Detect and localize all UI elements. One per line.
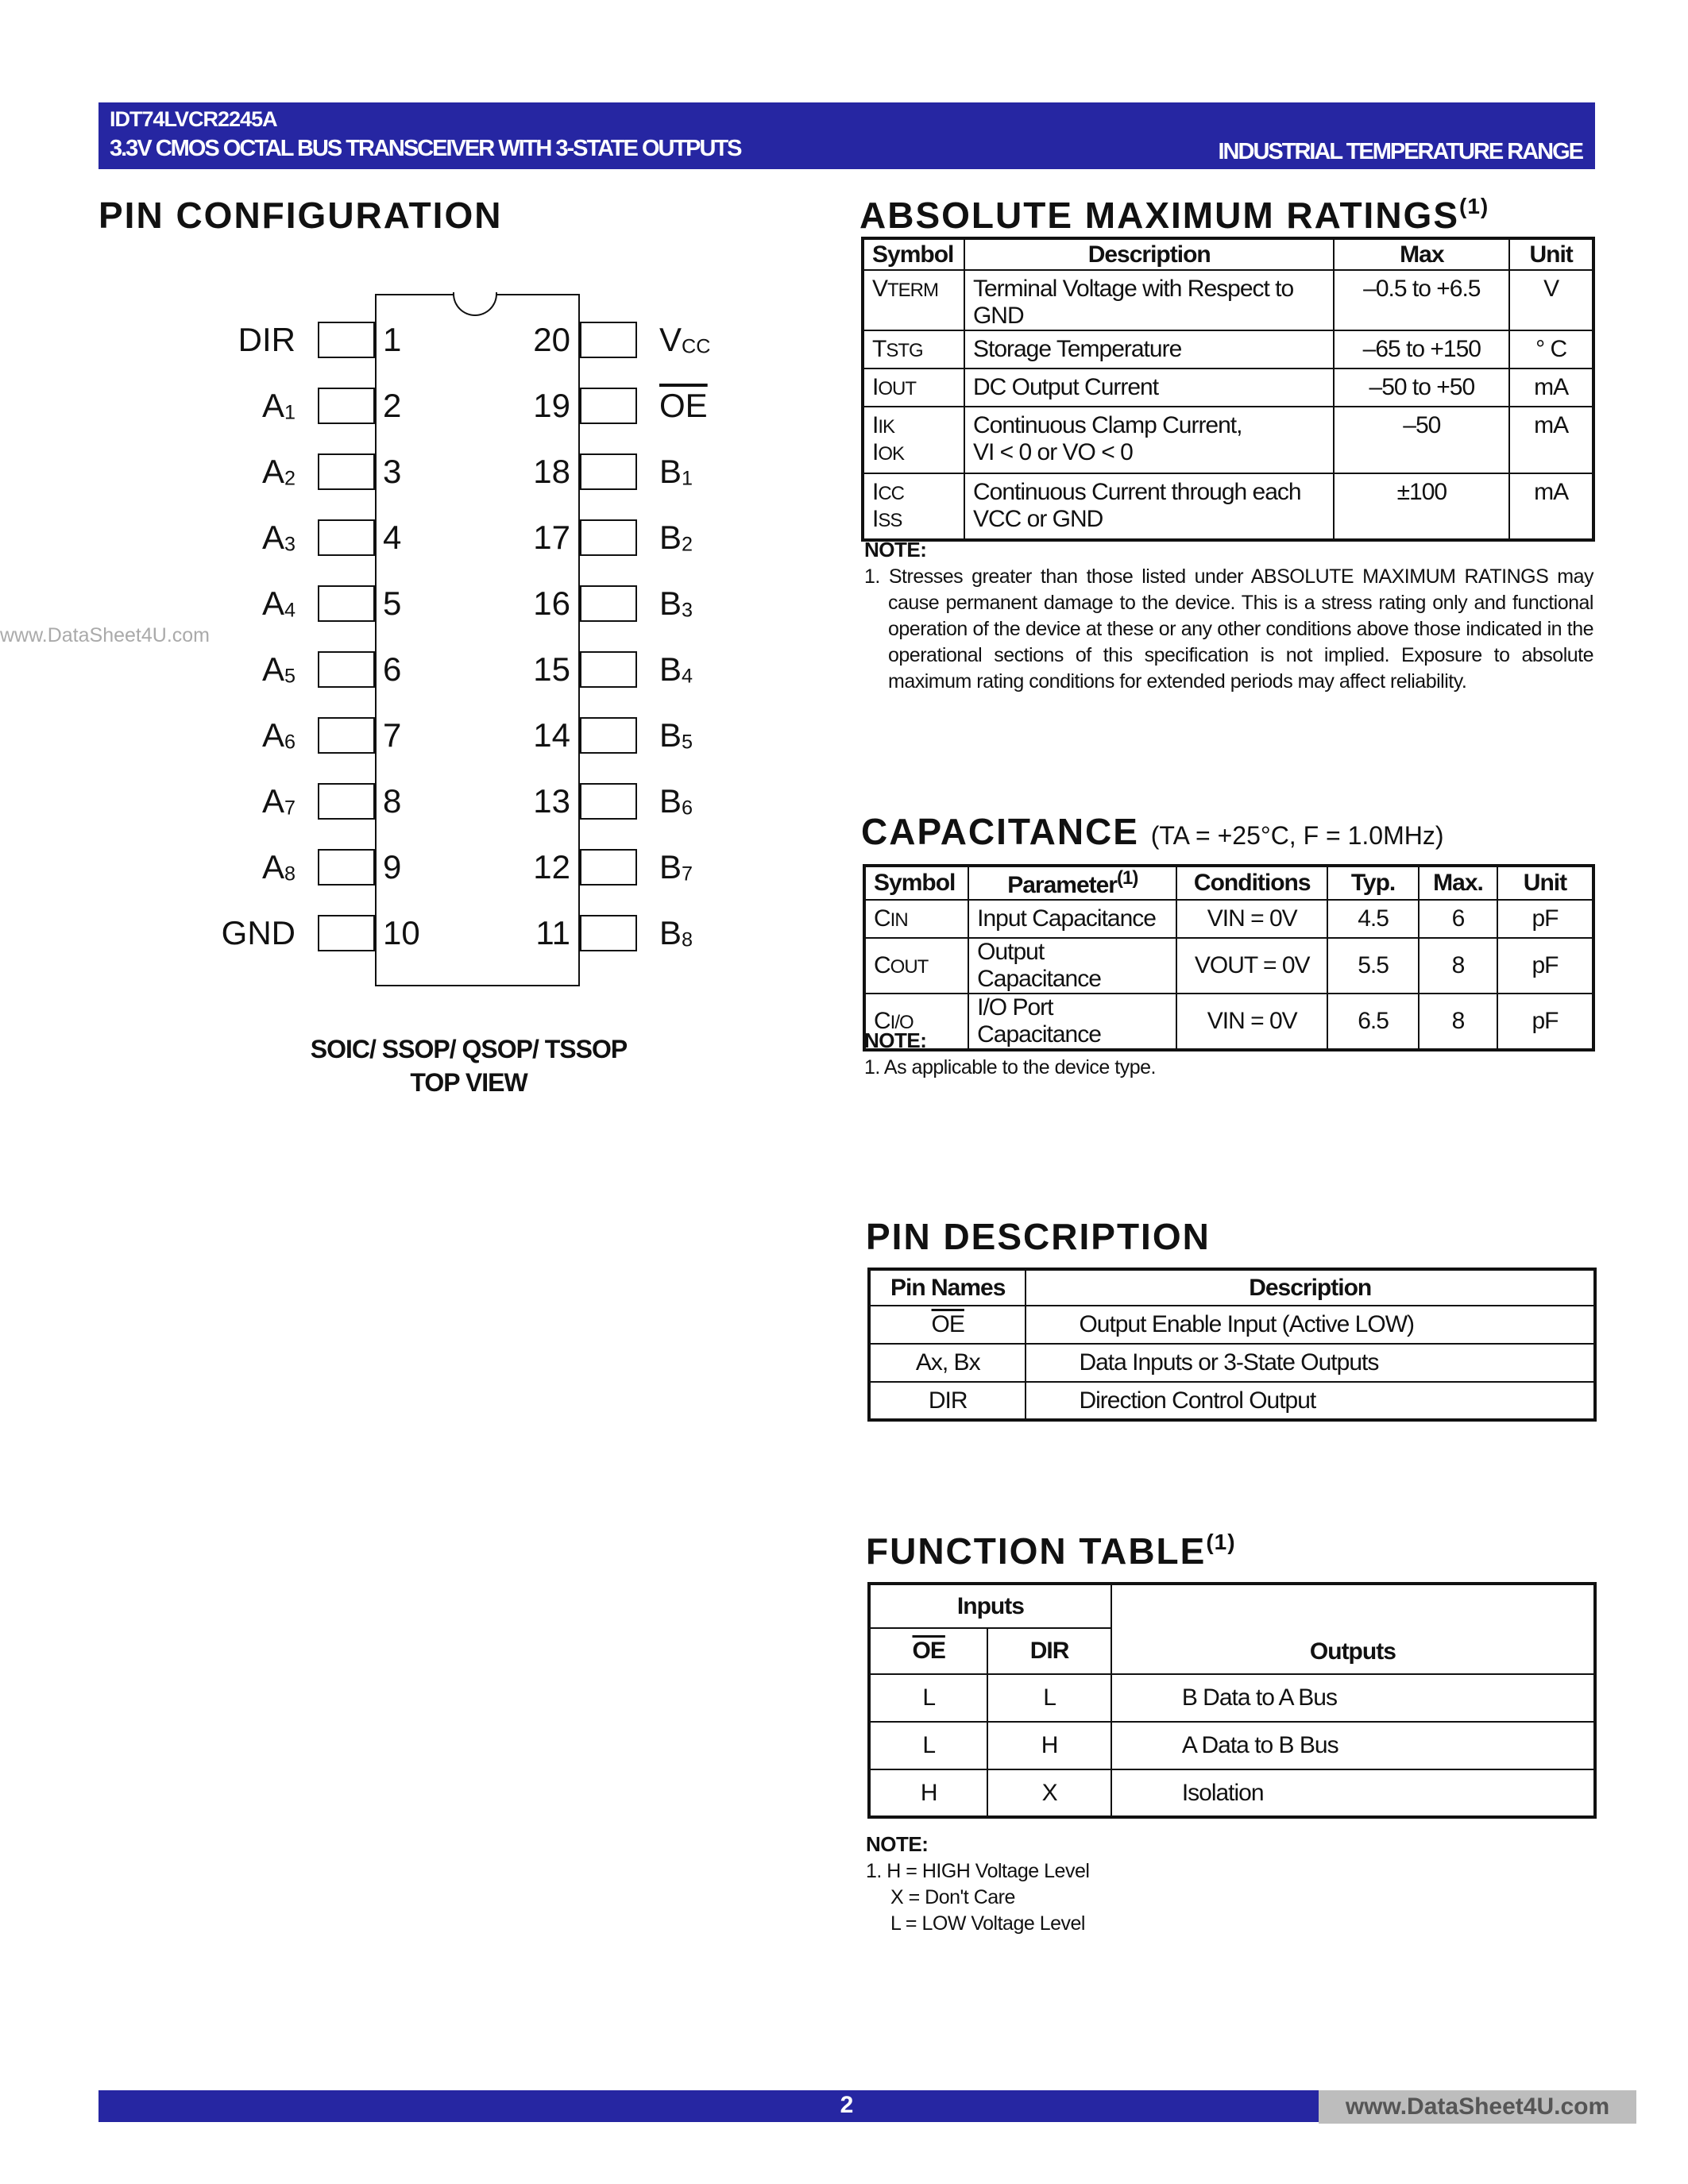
description-cell — [964, 270, 1334, 330]
description-line: VI < 0 or VO < 0 — [972, 439, 1133, 465]
conditions-cell: VIN = 0V — [1176, 994, 1327, 1050]
pin-signal-sub: 7 — [284, 797, 295, 820]
pin-name-cell — [869, 1344, 1026, 1382]
symbol-line — [872, 479, 956, 506]
pin-signal: A — [261, 782, 284, 820]
table-row — [864, 900, 1593, 938]
watermark-left: www.DataSheet4U.com — [0, 624, 211, 646]
pin-name: $\overline{OE}$ — [931, 1311, 964, 1337]
pin-signal-sub: 3 — [284, 533, 295, 556]
description-cell — [964, 330, 1334, 369]
col-oe — [869, 1628, 987, 1674]
pin-signal-sub: 5 — [682, 731, 693, 754]
symbol-sub: CC — [878, 483, 905, 504]
note-line-3: L = LOW Voltage Level — [890, 1912, 1085, 1935]
symbol-text: I — [872, 412, 879, 438]
pin-lead-right — [580, 915, 637, 951]
symbol-sub: STG — [886, 340, 923, 361]
max-cell: 8 — [1419, 994, 1497, 1050]
pin-label — [262, 519, 295, 563]
pin-signal: B — [659, 716, 682, 754]
pin-label — [659, 322, 710, 365]
function-table-rows — [869, 1674, 1595, 1817]
dir-cell: L — [987, 1674, 1111, 1722]
symbol-sub: OK — [878, 443, 905, 465]
description-cell — [964, 407, 1334, 473]
symbol-sub: IK — [878, 416, 895, 438]
abs-max-note — [864, 537, 1593, 695]
pin-lead-left — [318, 322, 375, 358]
part-number: IDT74LVCR2245A — [110, 107, 277, 131]
package-types: SOIC/ SSOP/ QSOP/ TSSOP — [310, 1035, 628, 1063]
pin-signal: B — [659, 650, 682, 688]
typ-cell: 6.5 — [1327, 994, 1419, 1050]
description-line: Storage Temperature — [972, 336, 1182, 362]
symbol-text: I — [872, 374, 879, 400]
symbol-sub: I/O — [890, 1012, 914, 1033]
pin-label — [659, 651, 693, 695]
col-oe-text: $\overline{OE}$ — [912, 1638, 945, 1664]
table-row — [864, 938, 1593, 994]
pin-number: 17 — [533, 519, 570, 556]
col-dir: DIR — [987, 1628, 1111, 1674]
table-row — [863, 473, 1593, 540]
col-conditions: Conditions — [1176, 866, 1327, 900]
pin-signal: DIR — [238, 321, 295, 358]
unit-cell: mA — [1509, 369, 1593, 407]
pin-lead-left — [318, 783, 375, 820]
dir-cell: H — [987, 1722, 1111, 1769]
pin-number: 18 — [533, 453, 570, 490]
pin-lead-right — [580, 585, 637, 622]
table-row — [863, 407, 1593, 473]
max-cell: –0.5 to +6.5 — [1334, 270, 1509, 330]
pin-lead-left — [318, 453, 375, 490]
symbol-text: T — [872, 336, 886, 362]
pin-lead-right — [580, 453, 637, 490]
pin-description-table — [867, 1268, 1597, 1422]
description-cell — [964, 473, 1334, 540]
parameter-cell: I/O Port Capacitance — [968, 994, 1176, 1050]
pin-signal: B — [659, 453, 682, 490]
pin-signal-sub: 2 — [284, 467, 295, 490]
pin-label — [659, 453, 693, 497]
pin-signal: A — [261, 848, 284, 886]
table-row — [869, 1722, 1595, 1769]
max-cell: ±100 — [1334, 473, 1509, 540]
function-table-title — [866, 1530, 1236, 1572]
col-max: Max. — [1419, 866, 1497, 900]
capacitance-note — [864, 1028, 1593, 1081]
oe-cell: L — [869, 1674, 987, 1722]
pin-number: 1 — [383, 321, 402, 358]
pin-label — [659, 717, 693, 761]
pin-label — [262, 717, 295, 761]
symbol-cell — [863, 473, 964, 540]
pin-number: 9 — [383, 848, 402, 886]
pin-signal-sub: 4 — [682, 665, 693, 688]
capacitance-conditions: (TA = +25°C, F = 1.0MHz) — [1150, 821, 1444, 850]
max-cell: –50 — [1334, 407, 1509, 473]
pin-lead-left — [318, 585, 375, 622]
capacitance-title — [861, 810, 1444, 853]
pin-lead-right — [580, 717, 637, 754]
pin-label — [238, 322, 295, 358]
symbol-line — [872, 506, 956, 533]
outputs-header: Outputs — [1111, 1584, 1595, 1674]
note-line-2: X = Don't Care — [890, 1886, 1015, 1908]
pin-lead-left — [318, 717, 375, 754]
pin-label — [262, 783, 295, 827]
pin-number: 4 — [383, 519, 402, 556]
watermark-right: www.DataSheet4U.com — [1319, 2090, 1636, 2124]
function-table-title-text: FUNCTION TABLE — [866, 1530, 1207, 1572]
abs-max-rows — [863, 270, 1593, 540]
abs-max-title-ref: (1) — [1459, 194, 1489, 218]
abs-max-title — [859, 194, 1489, 237]
pin-signal: B — [659, 519, 682, 556]
note-line-1: 1. H = HIGH Voltage Level — [866, 1860, 1090, 1882]
pin-lead-left — [318, 849, 375, 886]
abs-max-table — [861, 237, 1595, 542]
table-row — [869, 1382, 1595, 1420]
table-row — [869, 1674, 1595, 1722]
pin-signal-sub: 5 — [284, 665, 295, 688]
temperature-range: INDUSTRIAL TEMPERATURE RANGE — [1218, 139, 1582, 164]
col-pin-names: Pin Names — [869, 1269, 1026, 1306]
pin-label — [659, 783, 693, 827]
pin-description-cell: Data Inputs or 3-State Outputs — [1026, 1344, 1595, 1382]
pin-signal-sub: 2 — [682, 533, 693, 556]
pin-label — [659, 585, 693, 629]
pin-number: 14 — [533, 716, 570, 754]
pin-signal: B — [659, 848, 682, 886]
pin-lead-right — [580, 651, 637, 688]
conditions-cell: VOUT = 0V — [1176, 938, 1327, 994]
pin-lead-right — [580, 783, 637, 820]
pin-signal-sub: 1 — [682, 467, 693, 490]
unit-cell: mA — [1509, 473, 1593, 540]
dir-cell: X — [987, 1769, 1111, 1817]
symbol-sub: OUT — [878, 378, 917, 399]
max-cell: 6 — [1419, 900, 1497, 938]
pin-lead-right — [580, 322, 637, 358]
symbol-cell — [863, 330, 964, 369]
pin-config-title: PIN CONFIGURATION — [98, 195, 503, 236]
pin-signal-sub: 8 — [284, 862, 295, 886]
pin-description-title: PIN DESCRIPTION — [866, 1216, 1211, 1257]
table-header-row — [863, 238, 1593, 270]
unit-cell: V — [1509, 270, 1593, 330]
table-row — [863, 330, 1593, 369]
pin-name: DIR — [928, 1387, 968, 1414]
pin-signal: A — [261, 650, 284, 688]
col-description: Description — [1026, 1269, 1595, 1306]
description-cell — [964, 369, 1334, 407]
description-line: Continuous Clamp Current, — [972, 412, 1242, 438]
unit-cell: pF — [1497, 900, 1593, 938]
symbol-cell — [863, 369, 964, 407]
capacitance-table — [863, 864, 1595, 1051]
description-line: Continuous Current through each — [972, 479, 1301, 505]
pin-lead-left — [318, 388, 375, 424]
symbol-text: C — [874, 952, 890, 978]
unit-cell: mA — [1509, 407, 1593, 473]
table-header-row — [869, 1584, 1595, 1628]
pin-signal-sub: CC — [682, 335, 711, 358]
pin-label — [262, 651, 295, 695]
unit-cell: ° C — [1509, 330, 1593, 369]
pin-signal: GND — [221, 914, 295, 951]
pin-number: 5 — [383, 585, 402, 622]
pin-label — [262, 388, 295, 431]
pin-label — [262, 849, 295, 893]
function-table — [867, 1582, 1597, 1819]
pin-description-rows — [869, 1306, 1595, 1420]
pin-lead-right — [580, 849, 637, 886]
symbol-line — [872, 276, 956, 303]
col-symbol: Symbol — [863, 238, 964, 270]
package-caption — [270, 1032, 667, 1099]
symbol-line — [872, 439, 956, 466]
pin-name-cell — [869, 1306, 1026, 1344]
pin-number: 13 — [533, 782, 570, 820]
table-row — [869, 1306, 1595, 1344]
pin-lead-left — [318, 519, 375, 556]
col-typ: Typ. — [1327, 866, 1419, 900]
max-cell: –65 to +150 — [1334, 330, 1509, 369]
parameter-cell: Input Capacitance — [968, 900, 1176, 938]
col-parameter — [968, 866, 1176, 900]
typ-cell: 4.5 — [1327, 900, 1419, 938]
pin-number: 19 — [533, 387, 570, 424]
pin-signal: B — [659, 585, 682, 622]
symbol-sub: OUT — [890, 956, 929, 978]
symbol-sub: TERM — [887, 280, 939, 301]
symbol-text: C — [874, 1008, 890, 1034]
col-max: Max — [1334, 238, 1509, 270]
pin-label — [659, 915, 693, 959]
pin-signal: B — [659, 914, 682, 951]
parameter-cell: Output Capacitance — [968, 938, 1176, 994]
output-cell: Isolation — [1111, 1769, 1595, 1817]
pin-number: 2 — [383, 387, 402, 424]
pin-signal: A — [261, 716, 284, 754]
note-text: 1. As applicable to the device type. — [864, 1056, 1156, 1078]
pin-lead-left — [318, 651, 375, 688]
function-table-title-ref: (1) — [1206, 1530, 1236, 1554]
pin-label — [659, 388, 708, 424]
pin-lead-left — [318, 915, 375, 951]
col-unit: Unit — [1509, 238, 1593, 270]
pin-number: 12 — [533, 848, 570, 886]
pin-name-cell — [869, 1382, 1026, 1420]
page-number: 2 — [840, 2092, 854, 2118]
pin-description-cell: Output Enable Input (Active LOW) — [1026, 1306, 1595, 1344]
symbol-cell — [864, 900, 968, 938]
description-line: VCC or GND — [972, 506, 1103, 532]
capacitance-title-text: CAPACITANCE — [861, 811, 1139, 852]
description-line: DC Output Current — [972, 374, 1159, 400]
symbol-line — [872, 374, 956, 401]
pin-lead-right — [580, 519, 637, 556]
table-row — [863, 369, 1593, 407]
pin-signal-sub: 8 — [682, 928, 693, 951]
page-header — [98, 102, 1595, 169]
description-line: Terminal Voltage with Respect to GND — [972, 276, 1294, 329]
pin-number: 6 — [383, 650, 402, 688]
symbol-text: I — [872, 439, 879, 465]
function-table-note — [866, 1831, 1581, 1937]
symbol-sub: IN — [890, 909, 908, 931]
pin-number: 8 — [383, 782, 402, 820]
abs-max-title-text: ABSOLUTE MAXIMUM RATINGS — [859, 195, 1460, 236]
symbol-text: I — [872, 506, 879, 532]
symbol-text: V — [872, 276, 888, 302]
pin-signal: A — [261, 585, 284, 622]
inputs-header: Inputs — [869, 1584, 1111, 1628]
pin-signal: A — [261, 453, 284, 490]
pin-number: 15 — [533, 650, 570, 688]
view-label: TOP VIEW — [410, 1068, 527, 1097]
unit-cell: pF — [1497, 938, 1593, 994]
typ-cell: 5.5 — [1327, 938, 1419, 994]
pin-signal-sub: 3 — [682, 599, 693, 622]
part-subtitle: 3.3V CMOS OCTAL BUS TRANSCEIVER WITH 3-STATE OUTPUTS — [110, 136, 741, 161]
pin-number: 20 — [533, 321, 570, 358]
pin-label — [262, 585, 295, 629]
pin-signal: V — [659, 321, 682, 358]
col-symbol: Symbol — [864, 866, 968, 900]
pin-number: 7 — [383, 716, 402, 754]
symbol-line — [872, 412, 956, 439]
col-unit: Unit — [1497, 866, 1593, 900]
pin-signal: $\overline{OE}$ — [659, 387, 708, 424]
symbol-cell — [864, 938, 968, 994]
output-cell: B Data to A Bus — [1111, 1674, 1595, 1722]
pin-number: 10 — [383, 914, 420, 951]
oe-cell: L — [869, 1722, 987, 1769]
col-description: Description — [964, 238, 1334, 270]
pin-signal-sub: 1 — [284, 401, 295, 424]
symbol-text: I — [872, 479, 879, 505]
max-cell: –50 to +50 — [1334, 369, 1509, 407]
symbol-cell — [863, 270, 964, 330]
pin-signal-sub: 6 — [682, 797, 693, 820]
pin-description-cell: Direction Control Output — [1026, 1382, 1595, 1420]
oe-cell: H — [869, 1769, 987, 1817]
pin-lead-right — [580, 388, 637, 424]
unit-cell: pF — [1497, 994, 1593, 1050]
table-row — [869, 1769, 1595, 1817]
param-ref: (1) — [1116, 867, 1138, 889]
pin-label — [659, 519, 693, 563]
pin-label — [262, 453, 295, 497]
table-row — [863, 270, 1593, 330]
note-title: NOTE: — [866, 1832, 929, 1856]
table-row — [869, 1344, 1595, 1382]
pin-signal: A — [261, 387, 284, 424]
pin-label — [659, 849, 693, 893]
pin-signal: B — [659, 782, 682, 820]
pin-label — [222, 915, 295, 951]
col-parameter-text: Parameter — [1007, 872, 1117, 898]
pin-signal-sub: 6 — [284, 731, 295, 754]
table-header-row — [869, 1269, 1595, 1306]
symbol-sub: SS — [878, 510, 902, 531]
note-title: NOTE: — [864, 538, 927, 561]
note-text: 1. Stresses greater than those listed under ABSOLUTE MAXIMUM RATINGS may cause permanent damage to the device. This is a stress rating only and functional operation of the device at these or any other conditions above those indicated in the operational sections of this specification is not implied. Exposure to absolute maximum rating conditions for extended periods may affect reliability. — [864, 565, 1593, 693]
note-title: NOTE: — [864, 1028, 927, 1052]
pin-signal-sub: 4 — [284, 599, 295, 622]
pin-number: 3 — [383, 453, 402, 490]
symbol-cell — [863, 407, 964, 473]
pin-number: 16 — [533, 585, 570, 622]
pin-name: Ax, Bx — [915, 1349, 980, 1376]
max-cell: 8 — [1419, 938, 1497, 994]
pin-signal-sub: 7 — [682, 862, 693, 886]
pin-number: 11 — [535, 914, 570, 951]
output-cell: A Data to B Bus — [1111, 1722, 1595, 1769]
conditions-cell: VIN = 0V — [1176, 900, 1327, 938]
pin-signal: A — [261, 519, 284, 556]
table-header-row — [864, 866, 1593, 900]
symbol-line — [872, 336, 956, 363]
symbol-text: C — [874, 905, 890, 932]
